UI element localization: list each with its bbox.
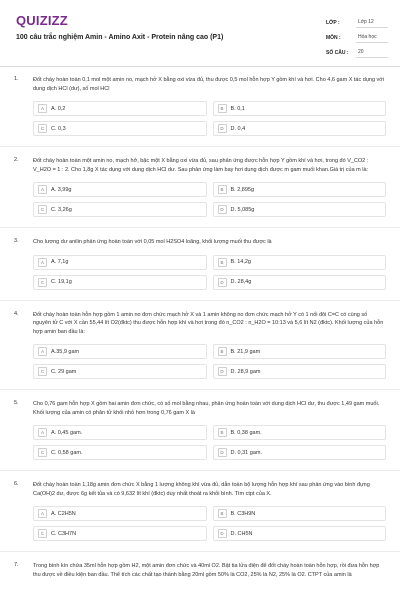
answer-option-c[interactable] [33, 526, 207, 541]
worksheet-meta [326, 15, 388, 60]
answer-option-c[interactable] [33, 275, 207, 290]
question-number: 5. [14, 400, 19, 406]
question-item [0, 400, 400, 460]
answer-option-a[interactable] [33, 344, 207, 359]
question-text: Đốt cháy hoàn toàn hỗn hợp gồm 1 amin no đơn chức mạch hở X và 1 amin không no đơn chức mạch hở Y có 1 nối đôi C=C có cùng số nguyên tử C với X cần 55,44 lít O2(đktc) thu được hỗn hợp khí và hơi trong đó n_CO2 : n_H2O = 10:13 và 5,6 lít N2 (đktc). Khối lượng của hỗn hợp amin ban đầu là: [33, 311, 384, 335]
question-divider [0, 300, 400, 301]
option-letter: C [38, 205, 47, 214]
option-text: B. 0,1 [230, 105, 245, 112]
question-item [0, 76, 400, 136]
option-letter: A [38, 428, 47, 437]
option-text: D. 28,9 gam [230, 368, 261, 375]
meta-value: Lớp 12 [356, 18, 388, 28]
option-text: C. 0,58 gam. [51, 449, 83, 456]
worksheet-header [0, 0, 400, 64]
answer-option-d[interactable] [213, 121, 387, 136]
option-letter: B [218, 185, 227, 194]
answer-options [33, 425, 386, 460]
option-letter: A [38, 104, 47, 113]
answer-option-b[interactable] [213, 506, 387, 521]
option-letter: C [38, 529, 47, 538]
option-text: D. CH5N [230, 530, 253, 537]
option-letter: C [38, 367, 47, 376]
question-item [0, 562, 400, 579]
option-text: A. C2H5N [51, 510, 76, 517]
option-letter: A [38, 509, 47, 518]
option-letter: B [218, 347, 227, 356]
quizizz-logo: QUIZIZZ [16, 13, 68, 28]
answer-option-b[interactable] [213, 255, 387, 270]
answer-option-a[interactable] [33, 506, 207, 521]
question-divider [0, 146, 400, 147]
meta-value: 20 [356, 48, 388, 58]
answer-option-a[interactable] [33, 182, 207, 197]
option-letter: C [38, 448, 47, 457]
answer-option-b[interactable] [213, 182, 387, 197]
answer-option-c[interactable] [33, 121, 207, 136]
meta-label: MÔN : [326, 34, 341, 41]
answer-option-c[interactable] [33, 202, 207, 217]
answer-options [33, 182, 386, 217]
option-letter: D [218, 529, 227, 538]
question-text: Đốt cháy hoàn toàn 1,18g amin đơn chức X bằng 1 lượng không khí vừa đủ, dẫn toàn bộ lượng hỗn hợp khí sau phản ứng vào bình đựng Ca(OH)2 dư, được 6g kết tủa và có 9,632 lít khí (đktc) duy nhất thoát ra khỏi bình. Tìm ctpt của X. [33, 482, 370, 497]
answer-option-a[interactable] [33, 255, 207, 270]
option-text: A. 0,45 gam. [51, 429, 83, 436]
answer-option-b[interactable] [213, 425, 387, 440]
option-text: A. 7,1g [51, 259, 69, 265]
option-text: A. 3,99g [51, 186, 72, 193]
option-letter: B [218, 258, 227, 267]
question-text: Cho 0,76 gam hỗn hợp X gồm hai amin đơn chức, có số mol bằng nhau, phản ứng hoàn toàn với dung dịch HCl dư, thu được 1,49 gam muối. Khối lượng của amin có phân tử khối nhỏ hơn trong 0,76 gam X là [33, 401, 380, 416]
answer-option-d[interactable] [213, 445, 387, 460]
answer-option-b[interactable] [213, 344, 387, 359]
answer-options [33, 255, 386, 290]
answer-option-c[interactable] [33, 364, 207, 379]
answer-option-d[interactable] [213, 526, 387, 541]
option-letter: C [38, 278, 47, 287]
option-text: C. 3,26g [51, 206, 72, 213]
option-text: B. 14,2g [230, 259, 251, 265]
answer-option-d[interactable] [213, 275, 387, 290]
question-number: 6. [14, 481, 19, 487]
option-text: D. 28,4g [230, 279, 252, 285]
answer-option-a[interactable] [33, 101, 207, 116]
question-item [0, 311, 400, 380]
question-number: 4. [14, 310, 19, 317]
question-list [0, 76, 400, 589]
meta-row-count [326, 45, 388, 60]
option-letter: D [218, 278, 227, 287]
option-text: B. 2,895g [230, 186, 255, 193]
option-text: D. 5,085g [230, 206, 255, 213]
meta-value: Hóa học [356, 33, 388, 43]
option-text: C. C3H7N [51, 530, 77, 537]
question-item [0, 481, 400, 541]
answer-option-c[interactable] [33, 445, 207, 460]
answer-option-d[interactable] [213, 202, 387, 217]
option-text: A. 0,2 [51, 105, 66, 112]
option-letter: D [218, 367, 227, 376]
option-text: B. C3H9N [230, 510, 256, 517]
question-divider [0, 551, 400, 552]
option-letter: C [38, 124, 47, 133]
option-letter: D [218, 448, 227, 457]
question-text: Đốt cháy hoàn toàn 0,1 mol một amin no, mạch hở X bằng oxi vừa đủ, thu được 0,5 mol hỗn hợp Y gồm khí và hơi. Cho 4,6 gam X tác dụng với dung dịch HCl (dư), số mol HCl [33, 77, 385, 92]
answer-options [33, 101, 386, 136]
option-letter: D [218, 124, 227, 133]
question-item [0, 238, 400, 290]
option-letter: B [218, 509, 227, 518]
option-text: B. 0,38 gam. [230, 429, 262, 436]
option-text: C. 19,1g [51, 279, 72, 285]
meta-label: SỐ CÂU : [326, 49, 349, 56]
meta-row-class [326, 15, 388, 30]
option-letter: A [38, 347, 47, 356]
option-letter: A [38, 185, 47, 194]
meta-label: LỚP : [326, 19, 340, 26]
question-item [0, 157, 400, 217]
answer-option-a[interactable] [33, 425, 207, 440]
option-letter: D [218, 205, 227, 214]
question-number: 2. [14, 157, 19, 163]
question-text: Đốt cháy hoàn toàn một amin no, mạch hở, bậc một X bằng oxi vừa đủ, sau phản ứng được hỗn hợp Y gồm khí và hơi, trong đó V_CO2 : V_H2O = 1 : 2. Cho 1,8g X tác dụng với dung dịch HCl dư. Sau phản ứng làm bay hơi dung dịch được m gam muối khan.Giá trị của m là: [33, 158, 369, 173]
option-text: C. 29 gam [51, 368, 77, 375]
question-text: Trong bình kín chứa 35ml hỗn hợp gồm H2, một amin đơn chức và 40ml O2. Bật tia lửa điện để đốt cháy hoàn toàn hỗn hợp, rồi đưa hỗn hợp thu được về điều kiện ban đầu. Thể tích các chất tạo thành bằng 20ml gồm 50% là CO2, 25% là N2, 25% là O2. CTPT của amin là [33, 563, 380, 578]
worksheet-title: 100 câu trắc nghiệm Amin - Amino Axit - Protein nâng cao (P1) [16, 34, 224, 41]
question-number: 1. [14, 76, 19, 82]
meta-row-subject [326, 30, 388, 45]
answer-options [33, 344, 386, 379]
answer-option-d[interactable] [213, 364, 387, 379]
option-text: D. 0,31 gam. [230, 449, 262, 456]
option-letter: B [218, 104, 227, 113]
answer-options [33, 506, 386, 541]
question-divider [0, 227, 400, 228]
question-number: 3. [14, 238, 19, 244]
option-letter: B [218, 428, 227, 437]
option-text: D. 0,4 [230, 125, 246, 132]
question-number: 7. [14, 562, 19, 568]
question-divider [0, 470, 400, 471]
option-letter: A [38, 258, 47, 267]
option-text: B. 21,9 gam [230, 348, 261, 355]
option-text: C. 0,3 [51, 125, 66, 132]
answer-option-b[interactable] [213, 101, 387, 116]
header-divider [0, 66, 400, 67]
question-divider [0, 389, 400, 390]
option-text: A.35,9 gam [51, 348, 80, 355]
question-text: Cho lượng dư anilin phản ứng hoàn toàn với 0,05 mol H2SO4 loãng, khối lượng muối thu được là [33, 239, 272, 245]
